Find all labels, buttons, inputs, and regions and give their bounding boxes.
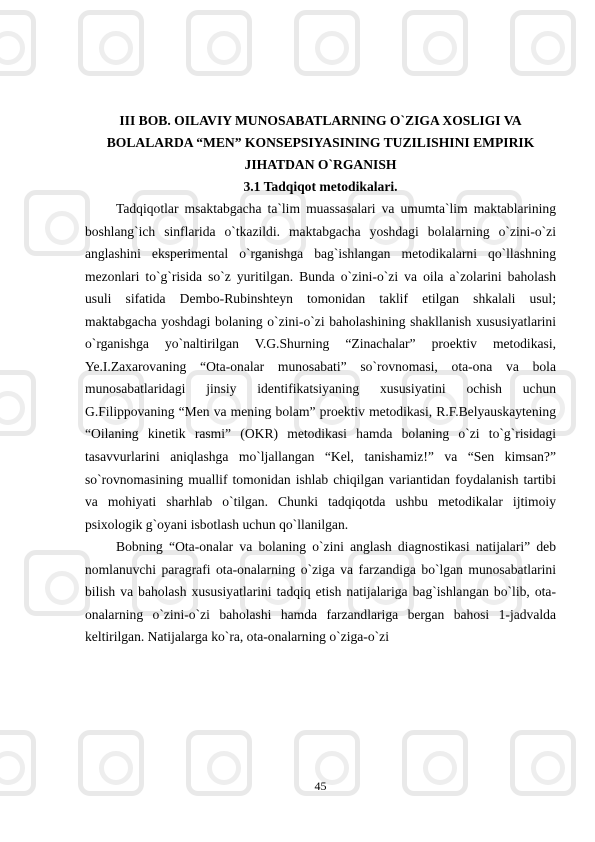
watermark-tile <box>0 370 36 436</box>
page-number: 45 <box>314 779 327 793</box>
body-paragraph: Bobning “Ota-onalar va bolaning o`zini anglash diagnostikasi natijalari” deb nomlanuvchi paragrafi ota-onalarning o`ziga va farzandiga bo`lgan munosabatlarini bilish va baholash xususiyatlarini tadqiq etish natijalariga bag`ishlangan bo`lib, ota-onalarning o`zini-o`zi baholashi hamda farzandlariga bergan bahosi 1-jadvalda keltirilgan. Natijalarga ko`ra, ota-onalarning o`ziga-o`zi <box>85 539 556 645</box>
body-paragraph: Tadqiqotlar msaktabgacha ta`lim muassasalari va umumta`lim maktablarining boshlang`ich sinflarida o`tkazildi. maktabgacha yoshdagi bolalarning o`zini-o`zi anglashini eksperimental o`rganishga bag`ishlangan metodikalarni qo`llashning mezonlari to`g`risida so`z yuritilgan. Bunda o`zini-o`zi va oila a`zolarini baholash usuli sifatida Dembo-Rubinshteyn tomonidan taklif etilgan shkalali usul; maktabgacha yoshdagi bolaning o`zini-o`zi baholashining shakllanish xususiyatlarini o`rganishga yo`naltirilgan V.G.Shurning “Zinachalar” proektiv metodikasi, Ye.I.Zaxarovaning “Ota-onalar munosabati” so`rovnomasi, ota-ona va bola munosabatlaridagi jinsiy identifikatsiyaning xususiyatini ochish uchun G.Filippovaning “Men va mening bolam” proektiv metodikasi, R.F.Belyauskaytening “Oilaning kinetik rasmi” (OKR) metodikasi hamda bolaning o`zi to`g`risidagi tasavvurlarini aniqlashga mo`ljallangan “Kel, tanishamiz!” va “Sen kimsan?” so`rovnomasining muallif tomonidan ishlab chiqilgan variantidan foydalanish tartibi va mohiyati sharhlab o`tilgan. Chunki tadqiqotda ushbu metodikalar ijtimoiy psixologik g`oyani isbotlash uchun qo`llanilgan. <box>85 201 556 532</box>
watermark-tile <box>186 10 252 76</box>
watermark-tile <box>24 190 90 256</box>
watermark-tile <box>510 10 576 76</box>
section-title: 3.1 Tadqiqot metodikalari. <box>243 179 398 194</box>
watermark-tile <box>0 10 36 76</box>
chapter-title: III BOB. OILAVIY MUNOSABATLARNING O`ZIGA XOSLIGI VA BOLALARDA “MEN” KONSEPSIYASINING TUZILISHINI EMPIRIK JIHATDAN O`RGANISH <box>106 113 535 172</box>
watermark-tile <box>402 10 468 76</box>
watermark-tile <box>78 10 144 76</box>
page-content <box>85 110 556 649</box>
watermark-tile <box>24 550 90 616</box>
watermark-tile <box>294 10 360 76</box>
